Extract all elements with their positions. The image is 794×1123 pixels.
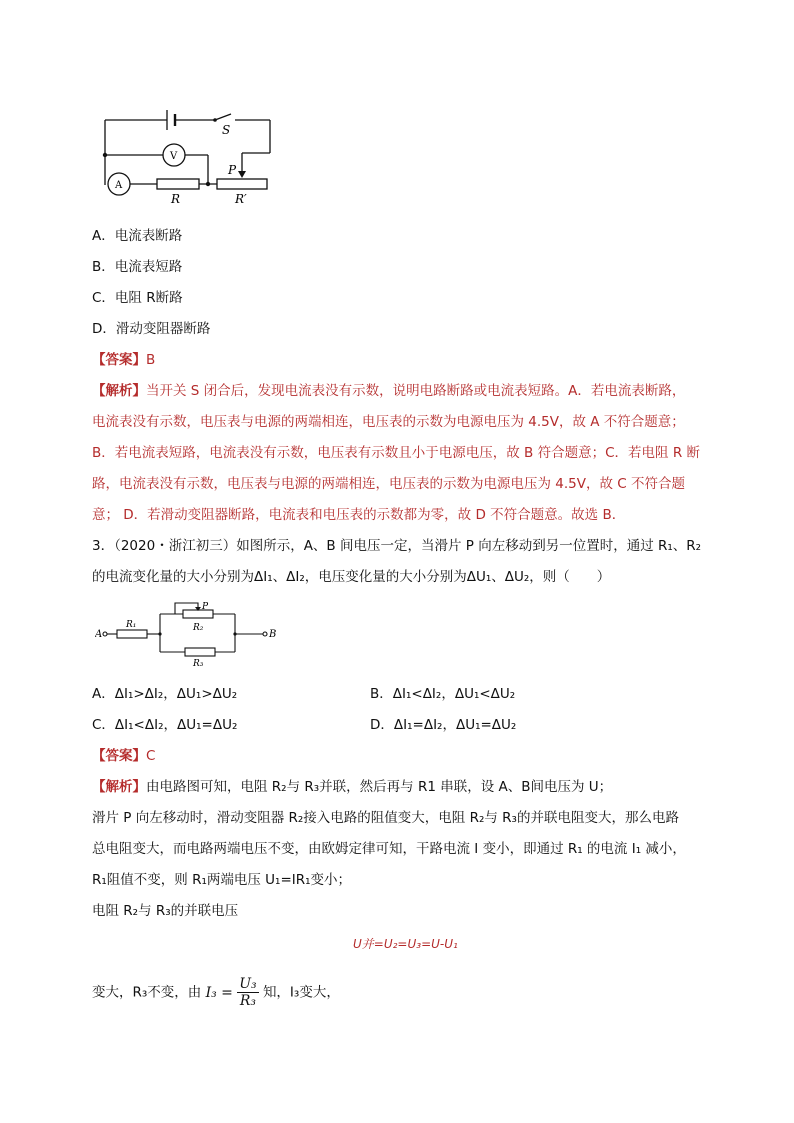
- q3-analysis-line-3: 总电阻变大，而电路两端电压不变，由欧姆定律可知，干路电流 I 变小，即通过 R₁ 的电流 I₁ 减小，: [92, 841, 686, 857]
- answer-value: C: [146, 748, 156, 764]
- switch-blade: [215, 114, 231, 120]
- node-dot-left: [158, 632, 161, 635]
- r3-label: R₃: [193, 659, 204, 669]
- r1-label: R₁: [126, 620, 137, 630]
- line6-prefix: 变大，R₃不变，由: [92, 984, 202, 1001]
- q3-analysis-line-2: 滑片 P 向左移动时，滑动变阻器 R₂接入电路的阻值变大，电阻 R₂与 R₃的并联电阻变大，那么电路: [92, 810, 679, 826]
- line6-suffix: 知，I₃变大，: [262, 984, 340, 1001]
- voltmeter-label: V: [170, 151, 178, 162]
- rheostat-r2: [183, 610, 213, 618]
- rheostat-r-prime: [217, 179, 267, 189]
- q3-analysis-line-4: R₁阻值不变，则 R₁两端电压 U₁=IR₁变小；: [92, 872, 352, 888]
- q2-analysis-line-2: 电流表没有示数，电压表与电源的两端相连，电压表的示数为电源电压为 4.5V，故 A 不符合题意；: [92, 414, 685, 430]
- resistor-label: R: [171, 192, 181, 206]
- answer-value: B: [146, 352, 156, 368]
- junction-dot-right: [206, 182, 210, 186]
- q2-analysis-line-3: B．若电流表短路，电流表没有示数，电压表有示数且小于电源电压，故 B 符合题意；C．若电阻 R 断: [92, 445, 700, 461]
- formula-lhs-text: I₃ =: [205, 984, 233, 1001]
- answer-label: 【答案】: [92, 748, 146, 764]
- q2-option-a: A．电流表断路: [92, 228, 183, 244]
- current-formula-lhs: [206, 985, 233, 1001]
- resistor-r1: [117, 630, 147, 638]
- analysis-text: 当开关 S 闭合后，发现电流表没有示数，说明电路断路或电流表短路。A．若电流表断路，: [146, 383, 686, 399]
- fraction-numerator: U₃: [239, 976, 257, 992]
- slider-p-wire: [175, 603, 198, 614]
- q2-answer: [92, 350, 155, 370]
- q3-analysis-line-1: [92, 777, 612, 797]
- parallel-voltage-equation: U并=U₂=U₃=U-U₁: [353, 937, 458, 951]
- resistor-r3: [185, 648, 215, 656]
- q3-analysis-line-5: 电阻 R₂与 R₃的并联电压: [92, 903, 239, 919]
- circuit-diagram-2: [95, 600, 285, 672]
- q3-stem-line-1: 3．（2020・浙江初三）如图所示，A、B 间电压一定，当滑片 P 向左移动到另一位置时，通过 R₁、R₂: [92, 538, 702, 554]
- terminal-b-label: B: [269, 629, 277, 640]
- q2-option-c: C．电阻 R断路: [92, 290, 183, 306]
- terminal-a: [103, 632, 107, 636]
- analysis-label: 【解析】: [92, 779, 146, 795]
- q3-option-b: B．ΔI₁<ΔI₂，ΔU₁<ΔU₂: [370, 686, 516, 702]
- fraction-denominator: R₃: [239, 993, 256, 1009]
- analysis-text: 由电路图可知，电阻 R₂与 R₃并联，然后再与 R1 串联，设 A、B间电压为 U；: [146, 779, 613, 795]
- ammeter-label: A: [115, 180, 123, 191]
- analysis-label: 【解析】: [92, 383, 146, 399]
- q3-stem-line-2: 的电流变化量的大小分别为ΔI₁、ΔI₂，电压变化量的大小分别为ΔU₁、ΔU₂，则（ ）: [92, 569, 611, 585]
- node-dot-right: [233, 632, 236, 635]
- rheostat-label: R′: [235, 192, 247, 206]
- q3-option-d: D．ΔI₁=ΔI₂，ΔU₁=ΔU₂: [370, 717, 517, 733]
- answer-label: 【答案】: [92, 352, 146, 368]
- q3-option-a: A．ΔI₁>ΔI₂，ΔU₁>ΔU₂: [92, 686, 238, 702]
- switch-contact-dot: [213, 118, 217, 122]
- q2-option-d: D．滑动变阻器断路: [92, 321, 211, 337]
- resistor-r: [157, 179, 199, 189]
- current-formula-fraction: [237, 976, 258, 1009]
- q2-analysis-line-5: 意； D．若滑动变阻器断路，电流表和电压表的示数都为零，故 D 不符合题意。故选 B．: [92, 507, 626, 523]
- q3-option-c: C．ΔI₁<ΔI₂，ΔU₁=ΔU₂: [92, 717, 238, 733]
- terminal-a-label: A: [95, 629, 103, 640]
- slider-arrow: [238, 171, 246, 178]
- q2-option-b: B．电流表短路: [92, 259, 183, 275]
- circuit-diagram-1: [95, 105, 285, 210]
- q3-analysis-line-6: [92, 976, 340, 1009]
- slider-label: P: [228, 163, 237, 177]
- p-label: P: [202, 602, 209, 612]
- q3-answer: [92, 746, 155, 766]
- junction-dot-left: [103, 153, 107, 157]
- terminal-b: [263, 632, 267, 636]
- r2-label: R₂: [193, 623, 204, 633]
- switch-label: S: [222, 123, 231, 137]
- q2-analysis-line-1: [92, 381, 685, 401]
- q2-analysis-line-4: 路，电流表没有示数，电压表与电源的两端相连，电压表的示数为电源电压为 4.5V，故 C 不符合题: [92, 476, 686, 492]
